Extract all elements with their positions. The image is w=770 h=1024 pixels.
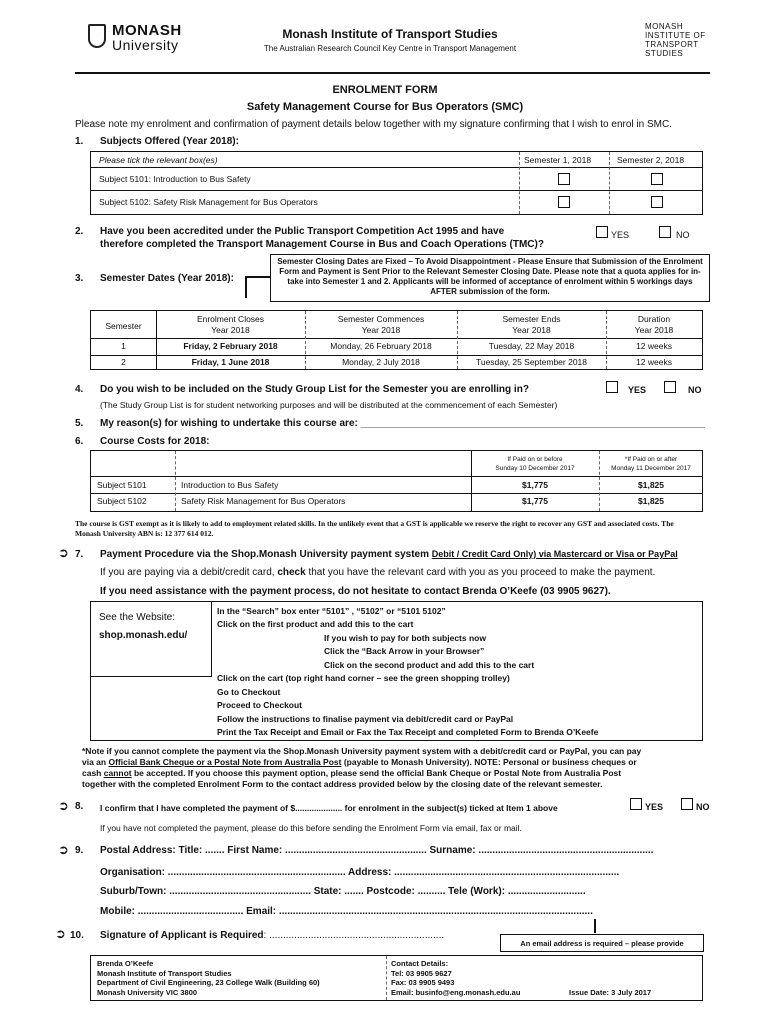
note-text: cash [82, 768, 104, 778]
s5-num: 5. [75, 418, 84, 429]
issue-date: Issue Date: 3 July 2017 [569, 988, 652, 997]
note-text: (payable to Monash University). NOTE: Personal or business cheques or [341, 757, 637, 767]
s7-p1 [100, 567, 655, 578]
payment-steps-box [90, 601, 703, 741]
mits-logo-line: MONASH [645, 22, 684, 31]
subject-label: Subject 5101: Introduction to Bus Safety [99, 174, 251, 184]
s6-num: 6. [75, 436, 84, 447]
bracket-connector [245, 276, 270, 298]
footer-line: Monash Institute of Transport Studies [97, 968, 232, 978]
s1-title: Subjects Offered (Year 2018): [100, 136, 239, 147]
alt-payment-note [82, 746, 722, 790]
payment-yes-checkbox[interactable] [630, 798, 642, 810]
table-row [91, 357, 702, 371]
sem1-checkbox[interactable] [558, 173, 570, 185]
cell: 12 weeks [636, 341, 672, 351]
accredited-no-label: NO [676, 230, 690, 240]
course-title: Safety Management Course for Bus Operators (SMC) [246, 101, 524, 113]
note-text: via an [82, 757, 109, 767]
semester-dates-table [90, 310, 703, 370]
shop-website-link[interactable]: shop.monash.edu/ [99, 630, 188, 641]
col-header-line: If Paid on or before [507, 456, 563, 463]
reason-field[interactable]: My reason(s) for wishing to undertake this course are: ______________________________________________________________ [100, 418, 705, 429]
payment-confirm-text: I confirm that I have completed the payment of $.................... for enrolment in the subject(s) ticked at Item 1 above [100, 803, 558, 813]
col-paid-before [471, 455, 599, 473]
payment-step: Click on the first product and add this to the cart [217, 619, 414, 629]
course-costs-table [90, 450, 703, 512]
see-website-label: See the Website: [99, 612, 175, 623]
col-sem2: Semester 2, 2018 [617, 155, 685, 165]
payment-step: Click on the cart (top right hand corner – see the green shopping trolley) [217, 673, 510, 683]
mobile-email-fields[interactable]: Mobile: ...................................... Email: ................................................................................................................. [100, 906, 593, 917]
mits-logo [645, 22, 706, 58]
col-duration [606, 314, 702, 336]
footer-email[interactable]: Email: businfo@eng.monash.edu.au [391, 987, 521, 997]
s2-line2: therefore completed the Transport Management Course in Bus and Coach Operations (TMC)? [100, 239, 544, 250]
note-line [82, 768, 722, 779]
payment-step: Click the “Back Arrow in your Browser” [324, 646, 485, 656]
col-paid-after [599, 455, 703, 473]
col-semester: Semester [105, 321, 142, 331]
monash-logo [88, 22, 188, 56]
footer-address [97, 959, 320, 997]
s2-line1: Have you been accredited under the Public Transport Competition Act 1995 and have [100, 226, 505, 237]
cell: 12 weeks [636, 357, 672, 367]
arrow-icon: ➲ [58, 842, 69, 857]
s2-num: 2. [75, 226, 84, 237]
payment-yes-label: YES [645, 802, 664, 812]
cell: Friday, 1 June 2018 [191, 357, 270, 367]
col-header-line: Year 2018 [512, 325, 551, 335]
col-sem1: Semester 1, 2018 [524, 155, 592, 165]
col-header-line: Semester Ends [502, 314, 561, 324]
subjects-table [90, 151, 703, 215]
mits-logo-line: TRANSPORT [645, 40, 699, 49]
s3-title: Semester Dates (Year 2018): [100, 273, 234, 284]
mits-logo-line: STUDIES [645, 49, 684, 58]
subject-row [91, 168, 702, 191]
cell: Introduction to Bus Safety [181, 480, 279, 490]
note-text: be accepted. If you choose this payment option, please send the official Bank Cheque or Postal Note from Australia Post [131, 768, 622, 778]
crest-icon [88, 24, 106, 48]
cell: Subject 5102 [97, 496, 147, 506]
payment-step: Click on the second product and add this to the cart [324, 660, 535, 670]
accredited-yes-label: YES [611, 230, 630, 240]
payment-step: Proceed to Checkout [217, 700, 303, 710]
abn-note: Monash University ABN is: 12 377 614 012. [75, 529, 214, 538]
s3-num: 3. [75, 273, 84, 284]
col-enrolment-closes [156, 314, 305, 336]
cell: Monday, 2 July 2018 [342, 357, 420, 367]
note-line: together with the completed Enrolment Form to the contact address provided below by the closing date of the relevant semester. [82, 779, 603, 789]
col-header-line: Enrolment Closes [196, 314, 265, 324]
cell: 1 [121, 341, 126, 351]
footer-contact [391, 959, 520, 997]
study-group-yes-checkbox[interactable] [606, 381, 618, 393]
email-required-note: An email address is required – please provide [500, 934, 704, 952]
table-row [91, 480, 702, 494]
payment-step: In the “Search” box enter “5101” , “5102” or “5101 5102” [217, 606, 446, 616]
arrow-icon: ➲ [55, 926, 66, 941]
signature-dots: : ............................................................... [263, 930, 445, 941]
col-header-line: Monday 11 December 2017 [611, 465, 691, 472]
cell: $1,825 [638, 496, 664, 506]
subject-row [91, 191, 702, 214]
postal-address-fields[interactable]: Postal Address: Title: ....... First Name: ................................................... Surname: ............................................................... [100, 845, 654, 856]
accredited-yes-checkbox[interactable] [596, 226, 608, 238]
cell: 2 [121, 357, 126, 367]
cell: $1,775 [522, 480, 548, 490]
payment-step: Go to Checkout [217, 687, 281, 697]
s7-title-main: Payment Procedure via the Shop.Monash University payment system [100, 549, 429, 560]
note-line: *Note if you cannot complete the payment via the Shop.Monash University payment system with a debit/credit card or PayPal, you can pay [82, 746, 642, 756]
footer-line: Monash University VIC 3800 [97, 987, 198, 997]
accredited-no-checkbox[interactable] [659, 226, 671, 238]
cell: $1,775 [522, 496, 548, 506]
col-header-line: Sunday 10 December 2017 [495, 465, 575, 472]
cell: $1,825 [638, 480, 664, 490]
cell: Tuesday, 25 September 2018 [475, 357, 588, 367]
s7-p1-c: that you have the relevant card with you as you proceed to make the payment. [305, 567, 656, 578]
s7-num: 7. [75, 549, 84, 560]
table-row [91, 496, 702, 510]
cell: Safety Risk Management for Bus Operators [181, 496, 346, 506]
s4-note: (The Study Group List is for student networking purposes and will be distributed at the commencement of each Semester) [100, 400, 558, 410]
mits-logo-line: INSTITUTE OF [645, 31, 706, 40]
cell: Subject 5101 [97, 480, 147, 490]
study-group-no-checkbox[interactable] [664, 381, 676, 393]
col-semester-commences [305, 314, 457, 336]
col-header-line: Year 2018 [361, 325, 401, 335]
note-line [82, 757, 722, 768]
header-title: Monash Institute of Transport Studies [282, 27, 498, 41]
s8-note: If you have not completed the payment, please do this before sending the Enrolment Form via email, fax or mail. [100, 823, 522, 833]
arrow-icon: ➲ [58, 798, 69, 813]
s7-title-underlined: Debit / Credit Card Only) via Mastercard or Visa or PayPal [431, 549, 678, 559]
subject-label: Subject 5102: Safety Risk Management for Bus Operators [99, 197, 318, 207]
closing-dates-notice: Semester Closing Dates are Fixed – To Avoid Disappointment - Please Ensure that Submission of the Enrolment Form and Payment is Sent Prior to the Relevant Semester Closing Date. Please note that a quota applies for in-take into Semester 1 and 2. Applicants will be informed of acceptance of enrolment within 5 workings days AFTER submission of the form. [270, 254, 710, 302]
payment-step: If you wish to pay for both subjects now [324, 633, 486, 643]
payment-step: Follow the instructions to finalise payment via debit/credit card or PayPal [217, 714, 514, 724]
form-heading: ENROLMENT FORM [332, 84, 438, 96]
header-subtitle: The Australian Research Council Key Centre in Transport Management [263, 44, 517, 53]
header-rule [75, 72, 710, 74]
organisation-address-fields[interactable]: Organisation: ................................................................ Address: ................................................................................. [100, 867, 620, 878]
payment-no-checkbox[interactable] [681, 798, 693, 810]
s10-num: 10. [70, 930, 84, 941]
s9-num: 9. [75, 845, 84, 856]
email-pointer [594, 919, 596, 933]
col-header-line: Duration [637, 314, 671, 324]
cell: Monday, 26 February 2018 [330, 341, 432, 351]
sem2-checkbox[interactable] [651, 196, 663, 208]
s7-p1-b: check [277, 567, 306, 578]
s4-num: 4. [75, 384, 84, 395]
logo-line2: University [112, 37, 179, 53]
sem2-checkbox[interactable] [651, 173, 663, 185]
s7-title [100, 549, 678, 560]
cell: Friday, 2 February 2018 [183, 341, 278, 351]
cell: Tuesday, 22 May 2018 [488, 341, 575, 351]
arrow-icon: ➲ [58, 545, 69, 560]
col-header-line: Semester Commences [337, 314, 425, 324]
note-underlined: cannot [103, 768, 132, 778]
s1-num: 1. [75, 136, 84, 147]
footer-line: Fax: 03 9905 9493 [391, 978, 455, 987]
signature-field[interactable] [100, 930, 444, 941]
col-header-line: *If Paid on or after [624, 456, 678, 463]
tick-instruction: Please tick the relevant box(es) [99, 155, 218, 165]
table-row [91, 341, 702, 355]
col-semester-ends [457, 314, 606, 336]
signature-label: Signature of Applicant is Required [100, 930, 264, 941]
s6-title: Course Costs for 2018: [100, 436, 210, 447]
logo-line1: MONASH [112, 22, 182, 39]
col-header-line: Year 2018 [211, 325, 250, 335]
gst-note: The course is GST exempt as it is likely to add to employment related skills. In the unlikely event that a GST is applicable we reserve the right to recover any GST and associated costs. The [75, 519, 674, 528]
sem1-checkbox[interactable] [558, 196, 570, 208]
col-header-line: Year 2018 [634, 325, 674, 335]
s7-p1-a: If you are paying via a debit/credit card, [100, 567, 278, 578]
s7-p2: If you need assistance with the payment process, do not hesitate to contact Brenda O’Keefe (03 9905 9627). [100, 586, 611, 597]
footer-line: Tel: 03 9905 9627 [391, 968, 452, 978]
footer-line: Brenda O’Keefe [97, 959, 154, 968]
s8-num: 8. [75, 801, 84, 812]
footer-line: Department of Civil Engineering, 23 College Walk (Building 60) [97, 978, 320, 987]
payment-no-label: NO [696, 802, 710, 812]
note-underlined: Official Bank Cheque or a Postal Note from Australia Post [108, 757, 342, 767]
payment-step: Print the Tax Receipt and Email or Fax the Tax Receipt and completed Form to Brenda O’Keefe [217, 727, 599, 737]
intro-text: Please note my enrolment and confirmation of payment details below together with my signature confirming that I wish to enrol in SMC. [75, 119, 672, 130]
footer-box [90, 955, 703, 1001]
footer-line: Contact Details: [391, 959, 449, 968]
study-group-no-label: NO [688, 385, 702, 395]
study-group-yes-label: YES [628, 385, 647, 395]
s4-question: Do you wish to be included on the Study Group List for the Semester you are enrolling in? [100, 384, 529, 395]
suburb-state-fields[interactable]: Suburb/Town: ................................................... State: ....... Postcode: .......... Tele (Work): ............................ [100, 886, 586, 897]
